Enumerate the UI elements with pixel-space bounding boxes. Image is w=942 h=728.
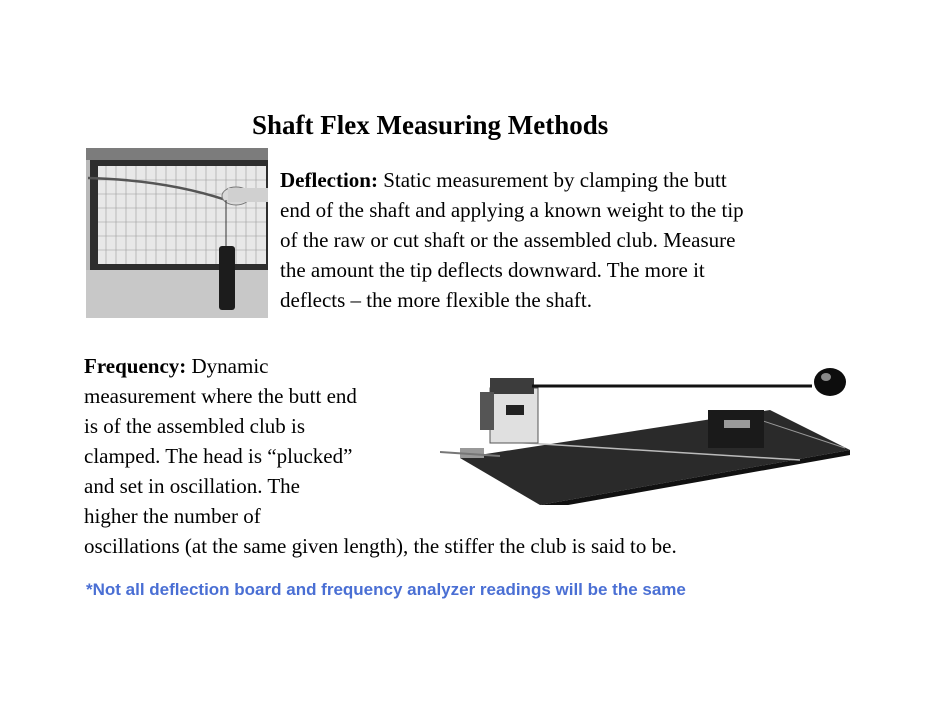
deflection-line-5: deflects – the more flexible the shaft. xyxy=(280,288,592,312)
frequency-line-6: higher the number of xyxy=(84,504,261,528)
frequency-label: Frequency: xyxy=(84,354,187,378)
frequency-line-1: Frequency: Dynamic xyxy=(84,354,269,378)
deflection-line-1: Deflection: Static measurement by clamping the butt xyxy=(280,168,727,192)
footnote: *Not all deflection board and frequency analyzer readings will be the same xyxy=(86,580,686,599)
frequency-line-3: is of the assembled club is xyxy=(84,414,306,438)
deflection-board-photo xyxy=(86,148,268,318)
deflection-line-4: the amount the tip deflects downward. The more it xyxy=(280,258,705,282)
deflection-line-3: of the raw or cut shaft or the assembled club. Measure xyxy=(280,228,736,252)
frequency-line-2: measurement where the butt end xyxy=(84,384,357,408)
deflection-line-2: end of the shaft and applying a known weight to the tip xyxy=(280,198,744,222)
frequency-line-5: and set in oscillation. The xyxy=(84,474,300,498)
slide-title: Shaft Flex Measuring Methods xyxy=(252,110,609,140)
deflection-label: Deflection: xyxy=(280,168,378,192)
frequency-line-7: oscillations (at the same given length), the stiffer the club is said to be. xyxy=(84,534,677,558)
deflection-description xyxy=(280,165,880,315)
frequency-description xyxy=(84,351,884,561)
frequency-line-4: clamped. The head is “plucked” xyxy=(84,444,353,468)
